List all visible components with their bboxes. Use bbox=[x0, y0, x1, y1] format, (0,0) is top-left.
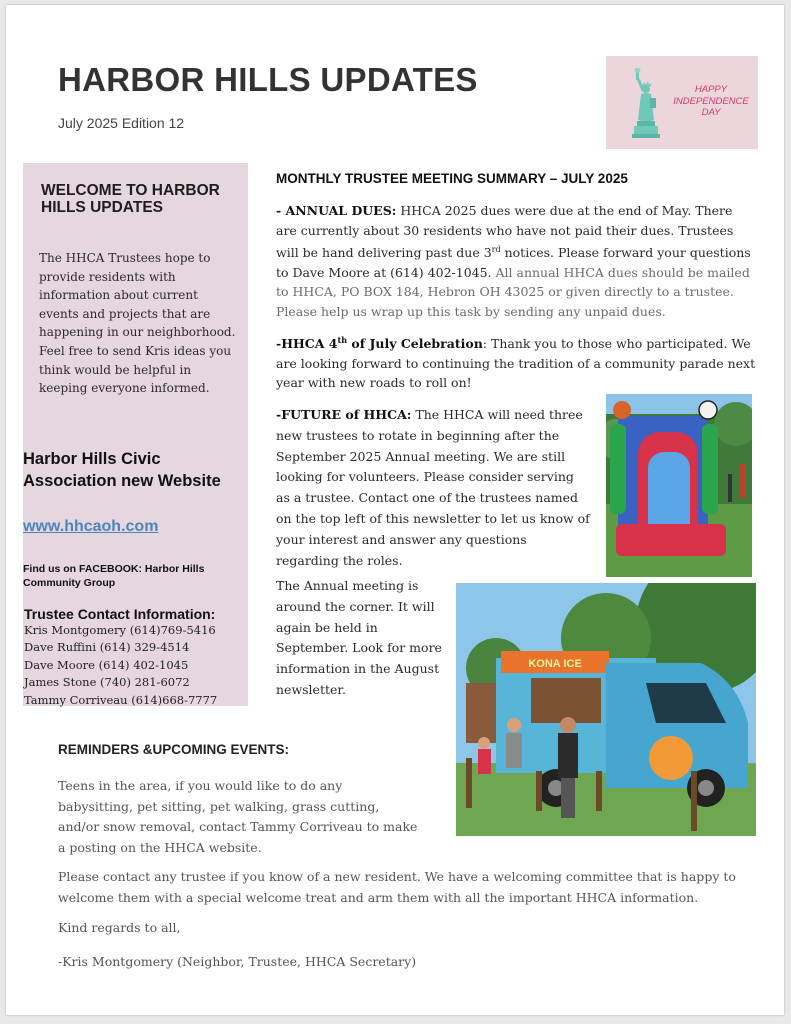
contact-item: James Stone (740) 281-6072 bbox=[24, 675, 190, 690]
contact-item: Dave Moore (614) 402-1045 bbox=[24, 657, 189, 672]
annual-dues-text: HHCA 2025 dues were due at the end of May. There are currently about 30 residents who have not paid their dues. Trustees will be hand delivering past due 3 bbox=[276, 203, 734, 261]
contact-item: Kris Montgomery (614)769-5416 bbox=[24, 623, 216, 637]
july4-label-b: of July Celebration bbox=[347, 336, 483, 352]
trustee-contact-list bbox=[24, 622, 217, 709]
facebook-info: Find us on FACEBOOK: Harbor Hills Community Group bbox=[23, 563, 205, 589]
newsletter-title: HARBOR HILLS UPDATES bbox=[58, 61, 478, 98]
july4-text: : Thank you to those who participated. We are looking forward to continuing the tradition of a community parade next year with new roads to roll on! bbox=[276, 336, 756, 391]
kona-ice-truck-photo bbox=[456, 583, 756, 836]
annual-dues-text-2: notices. Please forward your questions to Dave Moore at (614) 402-1045. bbox=[276, 245, 751, 280]
contact-item: Dave Ruffini (614) 329-4514 bbox=[24, 640, 190, 655]
future-text: The HHCA will need three new trustees to rotate in beginning after the September 2025 Annual meeting. We are still looking for volunteers. Please consider serving as a trustee. Contact one of the trustees named on the top left of this newsletter to let us know of your interest and answer any questions regarding the roles. bbox=[276, 407, 590, 568]
teens-paragraph: Teens in the area, if you would like to do any babysitting, pet sitting, pet walking, grass cutting, and/or snow removal, contact Tammy Corriveau to make a posting on the HHCA website. bbox=[58, 778, 418, 855]
bounce-house-photo bbox=[606, 394, 752, 577]
independence-day-banner bbox=[606, 56, 758, 149]
truck-sign-text: KONA ICE bbox=[528, 658, 582, 670]
signature-text: -Kris Montgomery (Neighbor, Trustee, HHCA Secretary) bbox=[58, 954, 417, 969]
reminders-heading: REMINDERS &UPCOMING EVENTS: bbox=[58, 742, 290, 757]
statue-of-liberty-icon bbox=[628, 68, 670, 140]
ordinal-suffix: rd bbox=[491, 245, 501, 254]
ordinal-suffix: th bbox=[337, 335, 348, 345]
july4-paragraph bbox=[276, 331, 756, 393]
dues-mailing-text: All annual HHCA dues should be mailed to HHCA, PO BOX 184, Hebron OH 43025 or given directly to a trustee. Please help us wrap up this task by sending any unpaid dues. bbox=[276, 264, 750, 319]
annual-dues-label: - ANNUAL DUES: bbox=[276, 203, 397, 218]
meeting-summary-heading: MONTHLY TRUSTEE MEETING SUMMARY – JULY 2025 bbox=[276, 171, 628, 186]
contact-item: Tammy Corriveau (614)668-7777 bbox=[24, 692, 218, 707]
ice-truck-image bbox=[456, 583, 756, 836]
bounce-house-image bbox=[606, 394, 752, 577]
trustee-contact-heading: Trustee Contact Information: bbox=[24, 606, 216, 622]
website-heading: Harbor Hills Civic Association new Website bbox=[23, 450, 221, 490]
edition-label: July 2025 Edition 12 bbox=[58, 115, 185, 131]
website-link[interactable]: www.hhcaoh.com bbox=[23, 518, 159, 535]
sidebar-panel bbox=[23, 163, 248, 706]
welcome-heading: WELCOME TO HARBOR HILLS UPDATES bbox=[41, 182, 220, 216]
new-resident-paragraph: Please contact any trustee if you know of a new resident. We have a welcoming committee that is happy to welcome them with a special welcome treat and arm them with all the important HHCA information. bbox=[58, 869, 736, 905]
july4-label-a: -HHCA 4 bbox=[276, 336, 338, 352]
future-paragraph bbox=[276, 405, 591, 571]
newsletter-page bbox=[6, 5, 784, 1015]
welcome-text: The HHCA Trustees hope to provide residents with information about current events and projects that are happening in our neighborhood. Feel free to send Kris ideas you think would be helpful in keeping everyone informed. bbox=[39, 251, 236, 396]
independence-day-text: HAPPY INDEPENDENCE DAY bbox=[673, 84, 749, 118]
annual-meeting-paragraph: The Annual meeting is around the corner. It will again be held in September. Look for more information in the August newsletter. bbox=[276, 578, 442, 697]
annual-dues-paragraph bbox=[276, 201, 756, 321]
july4-label bbox=[276, 336, 483, 351]
future-label: -FUTURE of HHCA: bbox=[276, 407, 412, 422]
regards-text: Kind regards to all, bbox=[58, 920, 181, 935]
